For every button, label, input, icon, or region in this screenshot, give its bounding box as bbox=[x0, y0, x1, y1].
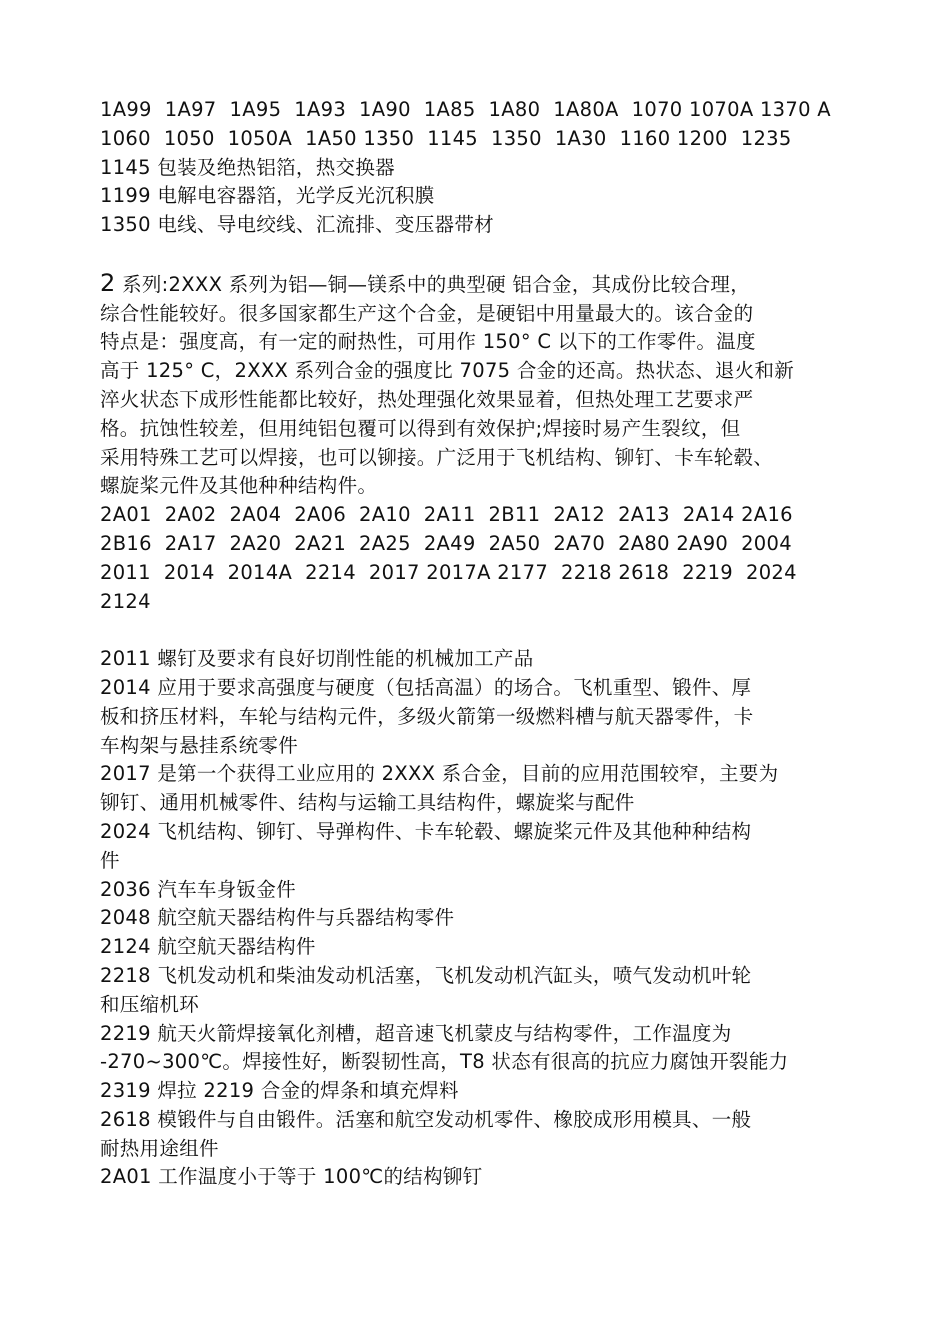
paragraph-line: 高于 125° C，2XXX 系列合金的强度比 7075 合金的还高。热状态、退火和新 bbox=[100, 359, 795, 383]
application-line: 2011 螺钉及要求有良好切削性能的机械加工产品 bbox=[100, 647, 534, 671]
series2-grade-list bbox=[100, 501, 840, 616]
application-line: 2618 模锻件与自由锻件。活塞和航空发动机零件、橡胶成形用模具、一般 bbox=[100, 1107, 752, 1131]
application-line: 件 bbox=[100, 848, 120, 872]
paragraph-line: 综合性能较好。很多国家都生产这个合金，是硬铝中用量最大的。该合金的 bbox=[100, 301, 754, 325]
paragraph-line: 螺旋桨元件及其他种种结构件。 bbox=[100, 474, 378, 498]
grade-line: 2124 bbox=[100, 589, 151, 613]
spacer bbox=[100, 616, 840, 645]
application-line: 2048 航空航天器结构件与兵器结构零件 bbox=[100, 906, 455, 930]
grade-line: 2B16 2A17 2A20 2A21 2A25 2A49 2A50 2A70 2A80 2A90 2004 bbox=[100, 531, 792, 555]
application-line: 2124 航空航天器结构件 bbox=[100, 935, 316, 959]
application-line: 2014 应用于要求高强度与硬度（包括高温）的场合。飞机重型、锻件、厚 bbox=[100, 675, 752, 699]
application-line: 2319 焊拉 2219 合金的焊条和填充焊料 bbox=[100, 1079, 459, 1103]
application-line: 1145 包装及绝热铝箔，热交换器 bbox=[100, 155, 395, 179]
application-line: 铆钉、通用机械零件、结构与运输工具结构件，螺旋桨与配件 bbox=[100, 791, 635, 815]
series1-applications bbox=[100, 154, 840, 240]
series1-grade-list bbox=[100, 96, 840, 154]
application-line: 和压缩机环 bbox=[100, 992, 200, 1016]
application-line: 2A01 工作温度小于等于 100℃的结构铆钉 bbox=[100, 1165, 483, 1189]
application-line: 2219 航天火箭焊接氧化剂槽，超音速飞机蒙皮与结构零件，工作温度为 bbox=[100, 1021, 732, 1045]
grade-line: 1A99 1A97 1A95 1A93 1A90 1A85 1A80 1A80A 1070 1070A 1370 A bbox=[100, 98, 831, 121]
spacer bbox=[100, 240, 840, 269]
application-line: 板和挤压材料，车轮与结构元件，多级火箭第一级燃料槽与航天器零件，卡 bbox=[100, 704, 754, 728]
application-line: 1199 电解电容器箔，光学反光沉积膜 bbox=[100, 184, 435, 208]
grade-line: 2011 2014 2014A 2214 2017 2017A 2177 2218 2618 2219 2024 bbox=[100, 560, 797, 584]
series2-heading-text: 系列:2XXX 系列为铝—铜—镁系中的典型硬 铝合金，其成份比较合理， bbox=[115, 272, 751, 296]
document-page bbox=[100, 96, 840, 1192]
paragraph-line: 采用特殊工艺可以焊接，也可以铆接。广泛用于飞机结构、铆钉、卡车轮毂、 bbox=[100, 445, 774, 469]
paragraph-line: 格。抗蚀性较差，但用纯铝包覆可以得到有效保护;焊接时易产生裂纹，但 bbox=[100, 416, 741, 440]
application-line: 耐热用途组件 bbox=[100, 1136, 219, 1160]
application-line: 车构架与悬挂系统零件 bbox=[100, 733, 299, 757]
application-line: -270~300℃。焊接性好，断裂韧性高，T8 状态有很高的抗应力腐蚀开裂能力 bbox=[100, 1050, 789, 1074]
paragraph-line: 特点是：强度高，有一定的耐热性，可用作 150° C 以下的工作零件。温度 bbox=[100, 330, 756, 354]
series2-applications bbox=[100, 645, 840, 1192]
grade-line: 1060 1050 1050A 1A50 1350 1145 1350 1A30 1160 1200 1235 bbox=[100, 126, 792, 150]
application-line: 2036 汽车车身钣金件 bbox=[100, 877, 296, 901]
series2-heading bbox=[100, 269, 840, 300]
series2-heading-number: 2 bbox=[100, 268, 116, 297]
application-line: 1350 电线、导电绞线、汇流排、变压器带材 bbox=[100, 213, 494, 237]
application-line: 2017 是第一个获得工业应用的 2XXX 系合金，目前的应用范围较窄，主要为 bbox=[100, 762, 779, 786]
paragraph-line: 淬火状态下成形性能都比较好，热处理强化效果显着，但热处理工艺要求严 bbox=[100, 387, 754, 411]
grade-line: 2A01 2A02 2A04 2A06 2A10 2A11 2B11 2A12 2A13 2A14 2A16 bbox=[100, 503, 793, 527]
series2-intro bbox=[100, 269, 840, 501]
application-line: 2024 飞机结构、铆钉、导弹构件、卡车轮毂、螺旋桨元件及其他种种结构 bbox=[100, 819, 752, 843]
application-line: 2218 飞机发动机和柴油发动机活塞，飞机发动机汽缸头，喷气发动机叶轮 bbox=[100, 963, 752, 987]
